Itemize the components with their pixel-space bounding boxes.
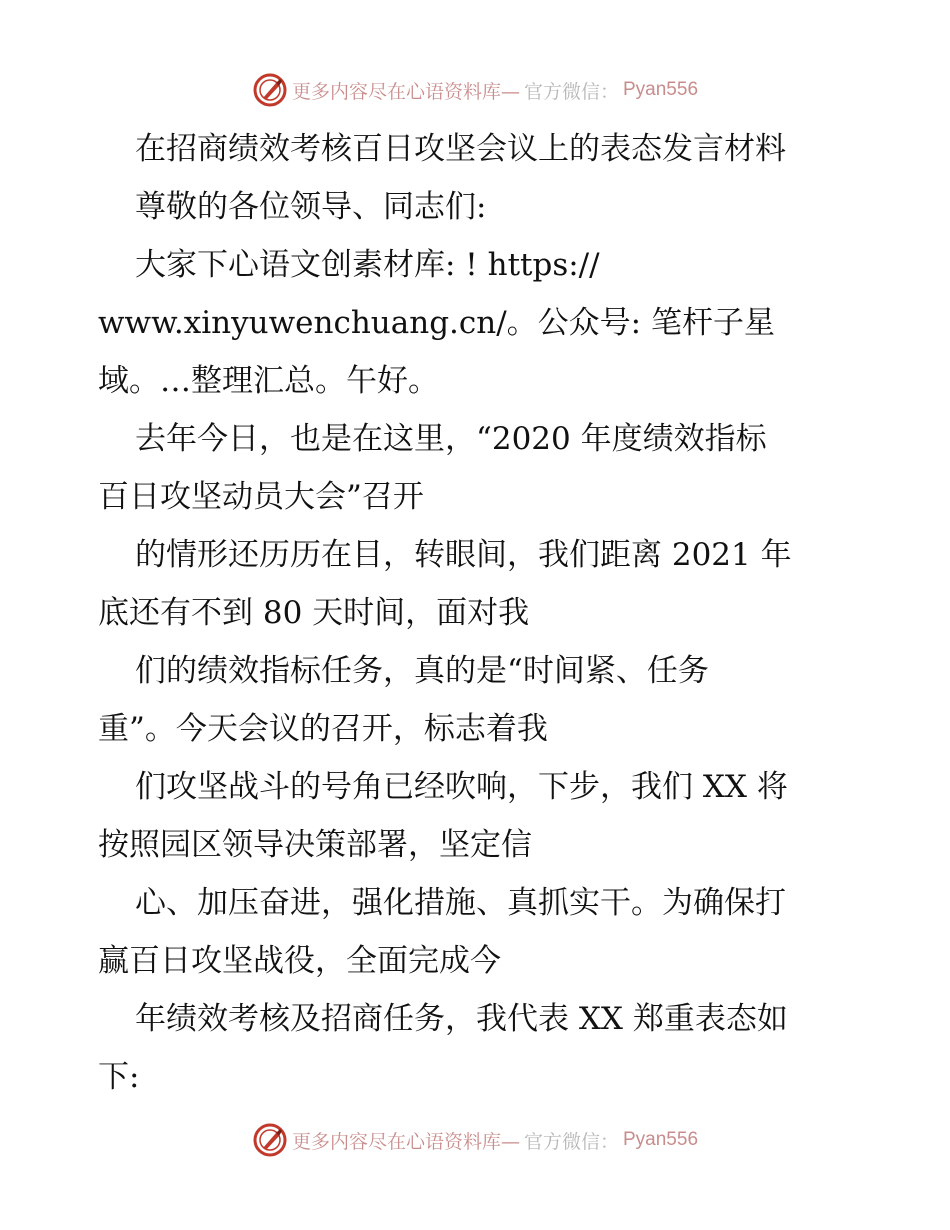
- paragraph-line: 的情形还历历在目，转眼间，我们距离 2021 年: [135, 537, 792, 573]
- banner-account: Pyan556: [623, 79, 699, 100]
- pen-nib-logo-icon: [252, 1122, 288, 1158]
- paragraph-line: 下:: [98, 1059, 140, 1095]
- document-title: 在招商绩效考核百日攻坚会议上的表态发言材料: [135, 131, 786, 167]
- paragraph-line: 们攻坚战斗的号角已经吹响，下步，我们 XX 将: [135, 769, 788, 805]
- header-watermark-banner: [0, 70, 950, 110]
- paragraph-line: 重”。今天会议的召开，标志着我: [98, 711, 548, 747]
- footer-watermark-banner: [0, 1120, 950, 1160]
- pen-nib-logo-icon: [252, 72, 288, 108]
- banner-text: 更多内容尽在心语资料库—: [291, 1130, 520, 1153]
- paragraph-line: 域。…整理汇总。午好。: [98, 363, 439, 399]
- salutation-line: 尊敬的各位领导、同志们:: [135, 189, 487, 225]
- paragraph-line: 百日攻坚动员大会”召开: [98, 479, 424, 515]
- paragraph-line: 去年今日，也是在这里，“2020 年度绩效指标: [135, 421, 767, 457]
- paragraph-line: 底还有不到 80 天时间，面对我: [98, 595, 530, 631]
- banner-wechat-label: 官方微信：: [523, 1130, 619, 1153]
- paragraph-line: 心、加压奋进，强化措施、真抓实干。为确保打: [135, 885, 786, 921]
- paragraph-line: 们的绩效指标任务，真的是“时间紧、任务: [135, 653, 709, 689]
- paragraph-line: 按照园区领导决策部署，坚定信: [98, 827, 532, 863]
- document-body: [98, 120, 858, 1106]
- banner-account: Pyan556: [623, 1129, 699, 1150]
- banner-text: 更多内容尽在心语资料库—: [291, 80, 520, 103]
- paragraph-line: 年绩效考核及招商任务，我代表 XX 郑重表态如: [135, 1001, 788, 1037]
- paragraph-line: 赢百日攻坚战役，全面完成今: [98, 943, 501, 979]
- paragraph-line: 大家下心语文创素材库: ! https://: [135, 247, 600, 283]
- paragraph-line: www.xinyuwenchuang.cn/。公众号: 笔杆子星: [98, 305, 775, 341]
- banner-wechat-label: 官方微信：: [523, 80, 619, 103]
